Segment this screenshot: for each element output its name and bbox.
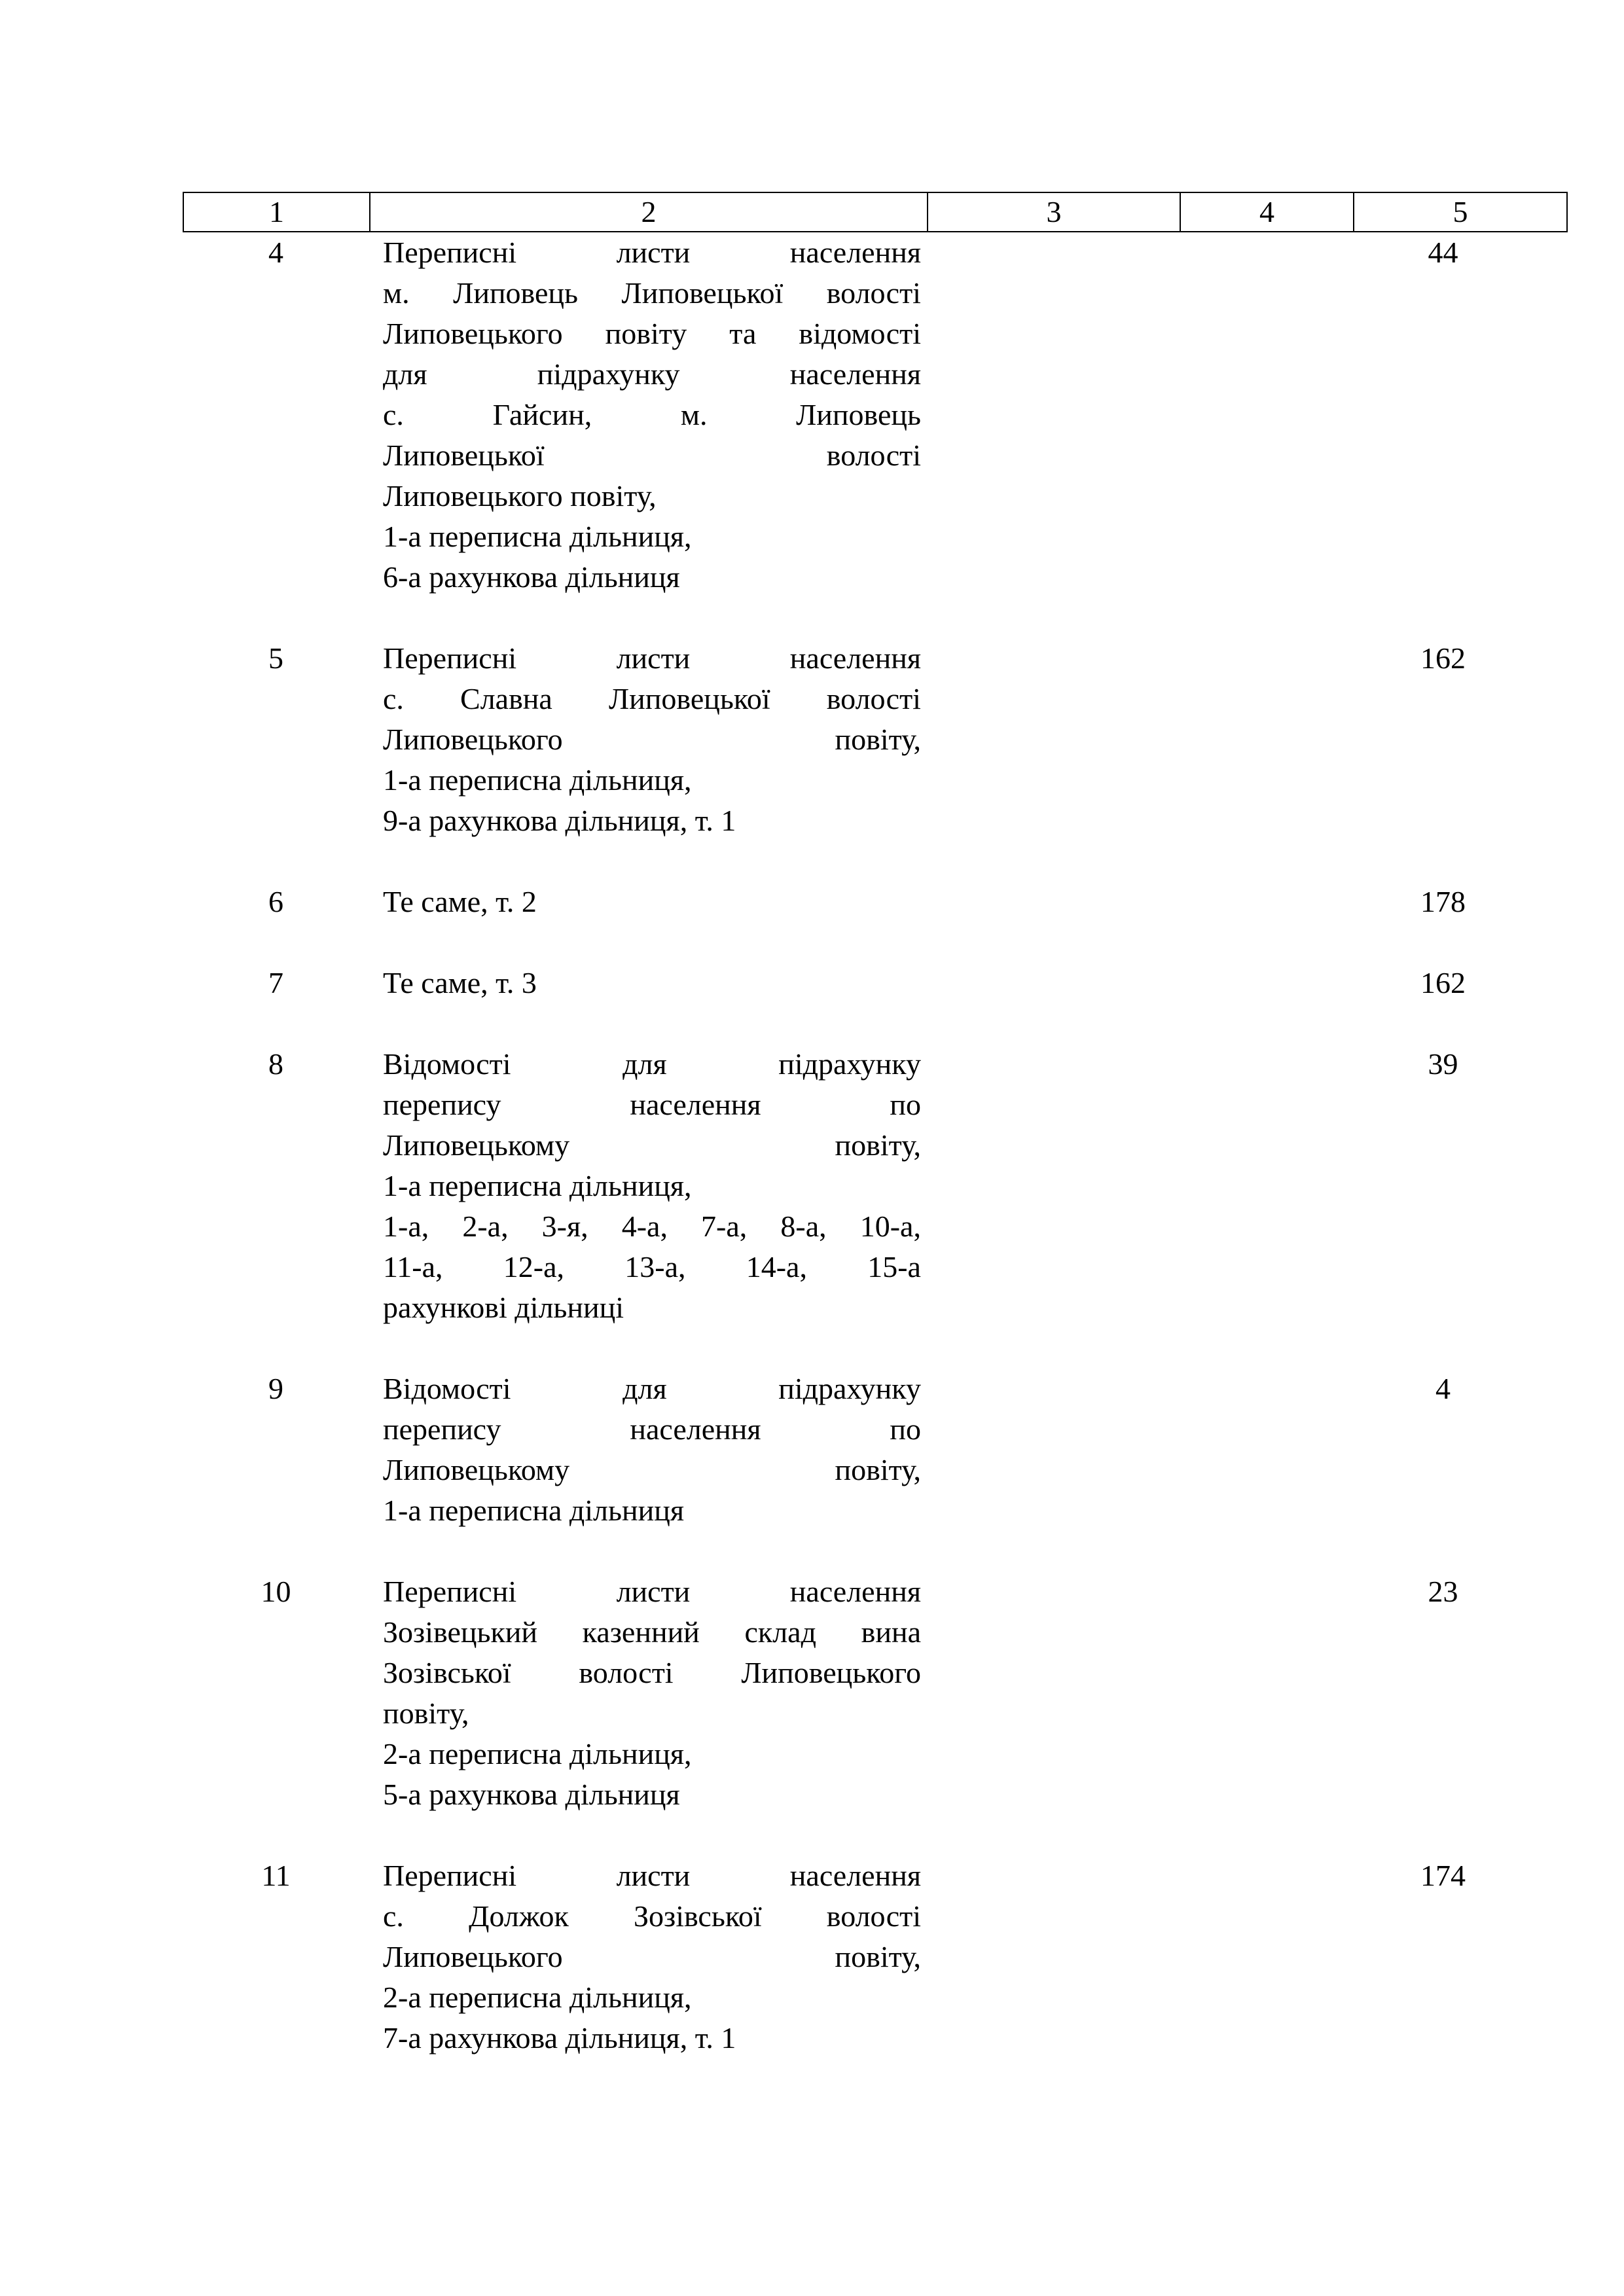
description-line: 1-а переписна дільниця, xyxy=(383,520,692,553)
sheet-count: 23 xyxy=(1428,1575,1458,1608)
description-line xyxy=(383,1571,921,1612)
description-word: листи xyxy=(616,236,691,269)
description-line: Те саме, т. 3 xyxy=(383,966,537,999)
description-line xyxy=(383,1125,921,1166)
description-line: Те саме, т. 2 xyxy=(383,885,537,918)
description-line: 1-а переписна дільниця, xyxy=(383,763,692,797)
table-row xyxy=(183,1856,1566,2058)
description-line xyxy=(383,354,921,395)
description-word: 11-а, xyxy=(383,1250,443,1283)
header-col-2: 2 xyxy=(370,192,928,232)
sheet-count: 178 xyxy=(1420,885,1466,918)
description-word: листи xyxy=(616,1575,691,1608)
description-word: відомості xyxy=(799,317,921,350)
description-line xyxy=(383,1612,921,1653)
description-word: населення xyxy=(630,1412,761,1446)
description-line xyxy=(383,1856,921,1896)
description-word: повіту, xyxy=(835,1128,921,1162)
description-line: 9-а рахункова дільниця, т. 1 xyxy=(383,804,736,837)
description-word: склад xyxy=(744,1615,816,1649)
description-word: населення xyxy=(789,641,921,675)
description-line xyxy=(383,1085,921,1125)
description-word: Липовецького xyxy=(383,1940,563,1973)
description-line xyxy=(383,1409,921,1450)
description-word: Липовецької xyxy=(383,439,545,472)
table-row xyxy=(183,882,1566,922)
entry-number: 11 xyxy=(261,1859,291,1892)
description-line xyxy=(383,679,921,719)
description-word: м. xyxy=(680,398,708,431)
description-line: 6-а рахункова дільниця xyxy=(383,560,680,594)
description-word: с. xyxy=(383,1899,404,1933)
sheet-count: 39 xyxy=(1428,1047,1458,1081)
description-word: 2-а, xyxy=(462,1210,509,1243)
table-row xyxy=(183,1369,1566,1531)
description-line xyxy=(383,1044,921,1085)
entry-number: 10 xyxy=(261,1575,291,1608)
description-word: м. xyxy=(383,276,410,310)
description-word: населення xyxy=(789,236,921,269)
description-word: волості xyxy=(826,682,921,715)
description-line: 7-а рахункова дільниця, т. 1 xyxy=(383,2021,736,2054)
description-word: Зозівецький xyxy=(383,1615,538,1649)
sheet-count: 162 xyxy=(1420,641,1466,675)
description-word: перепису xyxy=(383,1088,501,1121)
header-col-1: 1 xyxy=(183,192,370,232)
description-line: Липовецького повіту, xyxy=(383,479,657,512)
entry-description xyxy=(383,1044,921,1328)
description-word: підрахунку xyxy=(778,1047,921,1081)
description-word: населення xyxy=(789,1859,921,1892)
description-line xyxy=(383,1896,921,1937)
header-col-4: 4 xyxy=(1180,192,1354,232)
description-word: 15-а xyxy=(867,1250,921,1283)
description-word: вина xyxy=(861,1615,921,1649)
description-word: казенний xyxy=(582,1615,700,1649)
description-word: та xyxy=(729,317,757,350)
description-word: по xyxy=(890,1088,921,1121)
description-word: 10-а, xyxy=(859,1210,921,1243)
entry-description xyxy=(383,232,921,598)
description-line xyxy=(383,1247,921,1287)
description-line xyxy=(383,638,921,679)
description-word: населення xyxy=(630,1088,761,1121)
description-word: листи xyxy=(616,641,691,675)
sheet-count: 162 xyxy=(1420,966,1466,999)
table-row xyxy=(183,232,1566,598)
entry-description xyxy=(383,963,921,1003)
description-word: Липовецькому xyxy=(383,1453,570,1486)
description-line xyxy=(383,435,921,476)
description-word: Зозівської xyxy=(633,1899,762,1933)
description-word: Гайсин, xyxy=(492,398,592,431)
description-word: населення xyxy=(789,357,921,391)
table-row xyxy=(183,963,1566,1003)
description-word: 8-а, xyxy=(780,1210,827,1243)
table-row xyxy=(183,638,1566,841)
description-word: 4-а, xyxy=(621,1210,668,1243)
description-word: Переписні xyxy=(383,641,517,675)
description-line: 5-а рахункова дільниця xyxy=(383,1778,680,1811)
description-word: Должок xyxy=(469,1899,569,1933)
description-word: волості xyxy=(579,1656,674,1689)
description-word: Липовецького xyxy=(383,723,563,756)
description-word: Відомості xyxy=(383,1047,511,1081)
description-word: повіту xyxy=(605,317,687,350)
entry-description xyxy=(383,1369,921,1531)
description-line: 1-а переписна дільниця, xyxy=(383,1169,692,1202)
entry-number: 8 xyxy=(268,1047,283,1081)
sheet-count: 44 xyxy=(1428,236,1458,269)
description-word: Липовецького xyxy=(383,317,563,350)
description-word: по xyxy=(890,1412,921,1446)
description-word: 1-а, xyxy=(383,1210,429,1243)
description-line xyxy=(383,719,921,760)
description-word: волості xyxy=(826,1899,921,1933)
description-word: для xyxy=(623,1047,667,1081)
entry-number: 5 xyxy=(268,641,283,675)
description-word: 14-а, xyxy=(746,1250,807,1283)
description-word: Липовецького xyxy=(741,1656,921,1689)
description-word: повіту, xyxy=(835,1453,921,1486)
description-word: 13-а, xyxy=(624,1250,686,1283)
description-word: волості xyxy=(826,439,921,472)
entry-number: 4 xyxy=(268,236,283,269)
entry-description xyxy=(383,882,921,922)
description-word: повіту, xyxy=(835,723,921,756)
entry-number: 7 xyxy=(268,966,283,999)
description-line xyxy=(383,395,921,435)
description-word: 3-я, xyxy=(541,1210,588,1243)
table-row xyxy=(183,1044,1566,1328)
description-word: с. xyxy=(383,398,404,431)
description-word: Липовецької xyxy=(621,276,784,310)
entry-number: 6 xyxy=(268,885,283,918)
description-word: повіту, xyxy=(835,1940,921,1973)
column-number-header xyxy=(183,192,1568,232)
header-row xyxy=(183,192,1567,232)
description-word: с. xyxy=(383,682,404,715)
description-line xyxy=(383,273,921,314)
description-line xyxy=(383,232,921,273)
description-word: Липовецької xyxy=(608,682,770,715)
description-word: Переписні xyxy=(383,1859,517,1892)
description-word: Липовець xyxy=(453,276,579,310)
description-word: Липовецькому xyxy=(383,1128,570,1162)
description-word: для xyxy=(623,1372,667,1405)
description-word: Зозівської xyxy=(383,1656,511,1689)
description-word: 12-а, xyxy=(503,1250,565,1283)
description-word: для xyxy=(383,357,427,391)
description-line: повіту, xyxy=(383,1696,469,1730)
description-word: населення xyxy=(789,1575,921,1608)
description-line xyxy=(383,1653,921,1693)
sheet-count: 174 xyxy=(1420,1859,1466,1892)
description-word: Переписні xyxy=(383,1575,517,1608)
description-line xyxy=(383,314,921,354)
description-word: Переписні xyxy=(383,236,517,269)
sheet-count: 4 xyxy=(1435,1372,1451,1405)
entry-description xyxy=(383,1571,921,1815)
description-word: підрахунку xyxy=(537,357,680,391)
description-word: Липовець xyxy=(796,398,921,431)
description-word: Відомості xyxy=(383,1372,511,1405)
description-line: рахункові дільниці xyxy=(383,1291,624,1324)
header-col-5: 5 xyxy=(1354,192,1567,232)
description-word: підрахунку xyxy=(778,1372,921,1405)
entry-description xyxy=(383,638,921,841)
description-line xyxy=(383,1937,921,1977)
description-line xyxy=(383,1450,921,1490)
description-line xyxy=(383,1369,921,1409)
description-word: 7-а, xyxy=(701,1210,748,1243)
entry-description xyxy=(383,1856,921,2058)
description-word: волості xyxy=(826,276,921,310)
description-line xyxy=(383,1206,921,1247)
inventory-entries xyxy=(183,232,1566,2099)
header-col-3: 3 xyxy=(928,192,1180,232)
description-line: 2-а переписна дільниця, xyxy=(383,1981,692,2014)
description-line: 2-а переписна дільниця, xyxy=(383,1737,692,1770)
description-word: перепису xyxy=(383,1412,501,1446)
description-word: листи xyxy=(616,1859,691,1892)
description-word: Славна xyxy=(460,682,552,715)
entry-number: 9 xyxy=(268,1372,283,1405)
description-line: 1-а переписна дільниця xyxy=(383,1494,684,1527)
table-row xyxy=(183,1571,1566,1815)
